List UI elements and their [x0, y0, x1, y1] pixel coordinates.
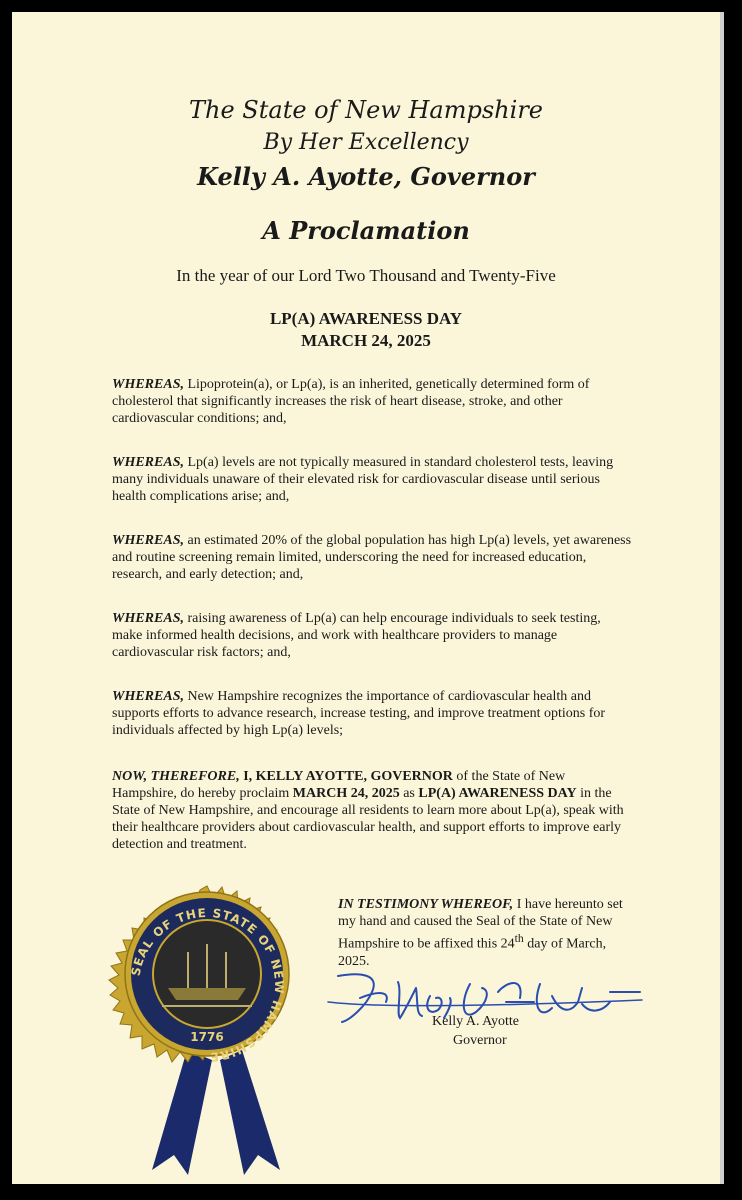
- whereas-keyword: WHEREAS,: [112, 533, 184, 548]
- whereas-text: Lipoprotein(a), or Lp(a), is an inherited, genetically determined form of cholesterol that significantly increases the risk of heart disease, stroke, and other cardiovascular conditions; and,: [112, 377, 590, 426]
- therefore-keyword: NOW, THEREFORE,: [112, 769, 240, 784]
- whereas-clause: [112, 610, 632, 661]
- seal-ring-text: SEAL OF THE STATE OF NEW HAMPSHIRE: [128, 905, 287, 1065]
- proclamation-title: LP(A) AWARENESS DAY: [269, 309, 463, 328]
- whereas-clause: [112, 532, 632, 583]
- whereas-keyword: WHEREAS,: [112, 611, 184, 626]
- testimony-text-2: day of March, 2025.: [338, 936, 607, 969]
- proclamation-text-1: of the State of New Hampshire, do hereby proclaim: [112, 769, 566, 801]
- whereas-clause: [112, 376, 632, 427]
- proclamation-page: [12, 12, 724, 1184]
- year-line: In the year of our Lord Two Thousand and Twenty-Five: [176, 266, 556, 285]
- whereas-clause: [112, 454, 632, 505]
- testimony-ordinal: th: [514, 932, 524, 945]
- signer-name: Kelly A. Ayotte: [432, 1014, 519, 1029]
- testimony-clause: [338, 896, 638, 970]
- whereas-keyword: WHEREAS,: [112, 455, 184, 470]
- excellency-heading: By Her Excellency: [263, 130, 469, 155]
- whereas-clause: [112, 688, 632, 739]
- governor-name: I, KELLY AYOTTE, GOVERNOR: [239, 769, 453, 784]
- testimony-keyword: IN TESTIMONY WHEREOF,: [338, 897, 514, 912]
- state-heading: The State of New Hampshire: [189, 96, 543, 124]
- proclamation-text-2: as: [399, 786, 419, 801]
- whereas-text: Lp(a) levels are not typically measured in standard cholesterol tests, leaving many individuals unaware of their elevated risk for cardiovascular disease until serious health complications arise; and,: [112, 455, 614, 504]
- state-seal: [92, 870, 322, 1190]
- whereas-text: New Hampshire recognizes the importance of cardiovascular health and supports efforts to advance research, increase testing, and improve treatment options for individuals affected by high Lp(a) levels;: [112, 689, 606, 738]
- proclamation-text-3: in the State of New Hampshire, and encourage all residents to learn more about Lp(a), speak with their healthcare providers about cardiovascular health, and support efforts to improve early detection and treatment.: [112, 786, 624, 852]
- proclamation-date-bold: MARCH 24, 2025: [292, 786, 400, 801]
- seal-ship-hull: [168, 988, 246, 1000]
- whereas-text: an estimated 20% of the global population has high Lp(a) levels, yet awareness and routine screening remain limited, underscoring the need for increased education, research, and early detection; and,: [112, 533, 632, 582]
- governor-heading: Kelly A. Ayotte, Governor: [197, 162, 535, 191]
- proclamation-day-bold: LP(A) AWARENESS DAY: [418, 786, 577, 801]
- seal-year: 1776: [190, 1030, 224, 1044]
- whereas-text: raising awareness of Lp(a) can help encourage individuals to seek testing, make informed health decisions, and work with healthcare providers to manage cardiovascular risk factors; and,: [112, 611, 601, 660]
- signer-title: Governor: [453, 1033, 507, 1048]
- document-type: A Proclamation: [262, 216, 470, 245]
- ribbon-left: [152, 1050, 212, 1175]
- proclamation-clause: [112, 768, 632, 853]
- ribbon-right: [220, 1050, 280, 1175]
- testimony-text-1: I have hereunto set my hand and caused the Seal of the State of New Hampshire to be affixed this 24: [338, 897, 623, 952]
- whereas-keyword: WHEREAS,: [112, 377, 184, 392]
- whereas-keyword: WHEREAS,: [112, 689, 184, 704]
- proclamation-date: MARCH 24, 2025: [301, 331, 431, 350]
